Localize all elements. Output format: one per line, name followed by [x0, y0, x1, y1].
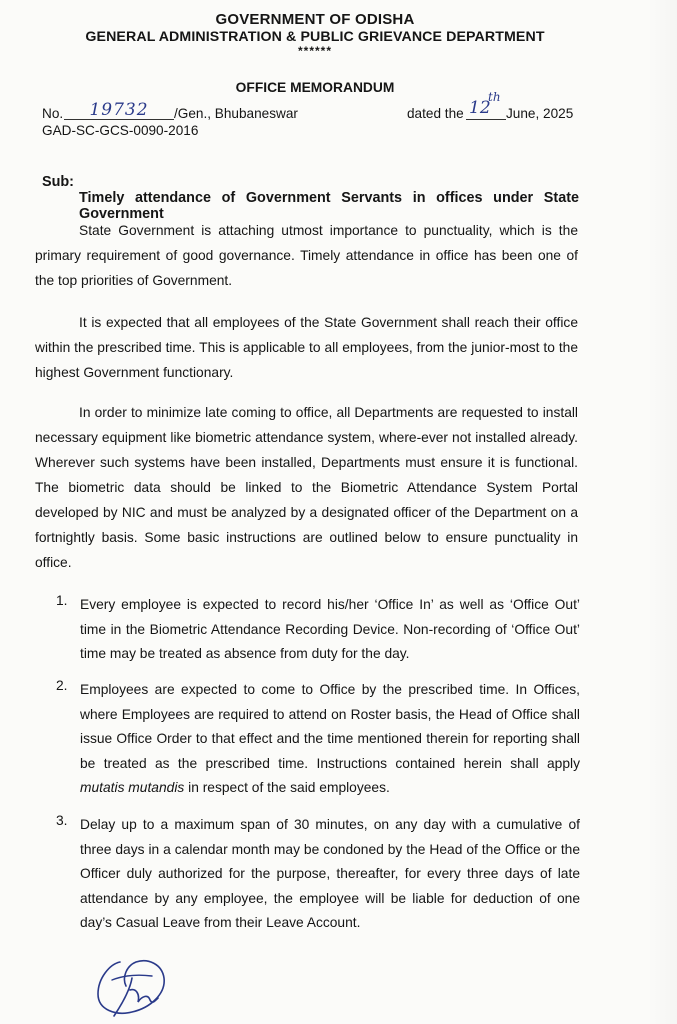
paragraph-3-text: In order to minimize late coming to office, all Departments are requested to install necessary equipment like biometric attendance system, where-ever not installed already. Wherever such systems have been installed, Departments must ensure it is functional. The biometric data should be linked to the Biometric Attendance System Portal developed by NIC and must be analyzed by a designated officer of the Department on a fortnightly basis. Some basic instructions are outlined below to ensure punctuality in office. [35, 405, 578, 570]
date-day-suffix-handwritten: th [488, 90, 501, 104]
instruction-text-italic: mutatis mutandis [80, 780, 185, 795]
memo-number-handwritten: 19732 [89, 100, 149, 120]
file-reference: GAD-SC-GCS-0090-2016 [42, 123, 199, 138]
date-month-year: June, 2025 [506, 106, 574, 121]
dated-label: dated the [407, 106, 464, 121]
document-type-title: OFFICE MEMORANDUM [235, 80, 395, 95]
instruction-text: Delay up to a maximum span of 30 minutes, on any day with a cumulative of three days in a calendar month may be condoned by the Head of the Office or the Officer duly authorized for the purpose, thereafter, for every three days of late attendance by any employee, the employee will be liable for deduction of one day’s Casual Leave from their Leave Account. [80, 817, 580, 930]
department-heading: GENERAL ADMINISTRATION & PUBLIC GRIEVANCE DEPARTMENT [85, 29, 545, 45]
paragraph-2-text: It is expected that all employees of the State Government shall reach their office within the prescribed time. This is applicable to all employees, from the junior-most to the highest Government functionary. [35, 315, 578, 380]
instruction-number: 2. [56, 678, 68, 693]
instruction-text-end: in respect of the said employees. [184, 780, 390, 795]
heading-stars: ****** [297, 44, 333, 58]
paragraph-1 [35, 218, 578, 293]
memo-number-underline [64, 119, 174, 120]
page-edge-shadow [647, 0, 677, 1024]
subject-text-content: Timely attendance of Government Servants in offices under State Government [79, 190, 579, 222]
instruction-number: 3. [56, 813, 68, 828]
date-day-handwritten: 12 [469, 98, 491, 118]
handwritten-signature [92, 950, 172, 1024]
subject-text [79, 174, 579, 222]
memo-number-label: No. [42, 106, 64, 121]
instruction-number: 1. [56, 593, 68, 608]
instruction-text: Every employee is expected to record his/her ‘Office In’ as well as ‘Office Out’ time in the Biometric Attendance Recording Device. Non-recording of ‘Office Out’ time may be treated as absence from duty for the day. [80, 597, 580, 661]
paragraph-2 [35, 310, 578, 385]
paragraph-3 [35, 400, 578, 575]
instruction-text [80, 678, 580, 801]
date-underline [466, 119, 506, 120]
subject-label: Sub: [42, 174, 74, 190]
government-heading: GOVERNMENT OF ODISHA [215, 11, 415, 28]
instruction-text-main: Employees are expected to come to Office by the prescribed time. In Offices, where Employees are required to attend on Roster basis, the Head of Office shall issue Office Order to that effect and the time mentioned therein for reporting shall be treated as the prescribed time. Instructions contained herein shall apply [80, 682, 580, 771]
memo-number-suffix: /Gen., Bhubaneswar [174, 106, 298, 121]
paragraph-1-text: State Government is attaching utmost importance to punctuality, which is the primary requirement of good governance. Timely attendance in office has been one of the top priorities of Government. [35, 223, 578, 288]
